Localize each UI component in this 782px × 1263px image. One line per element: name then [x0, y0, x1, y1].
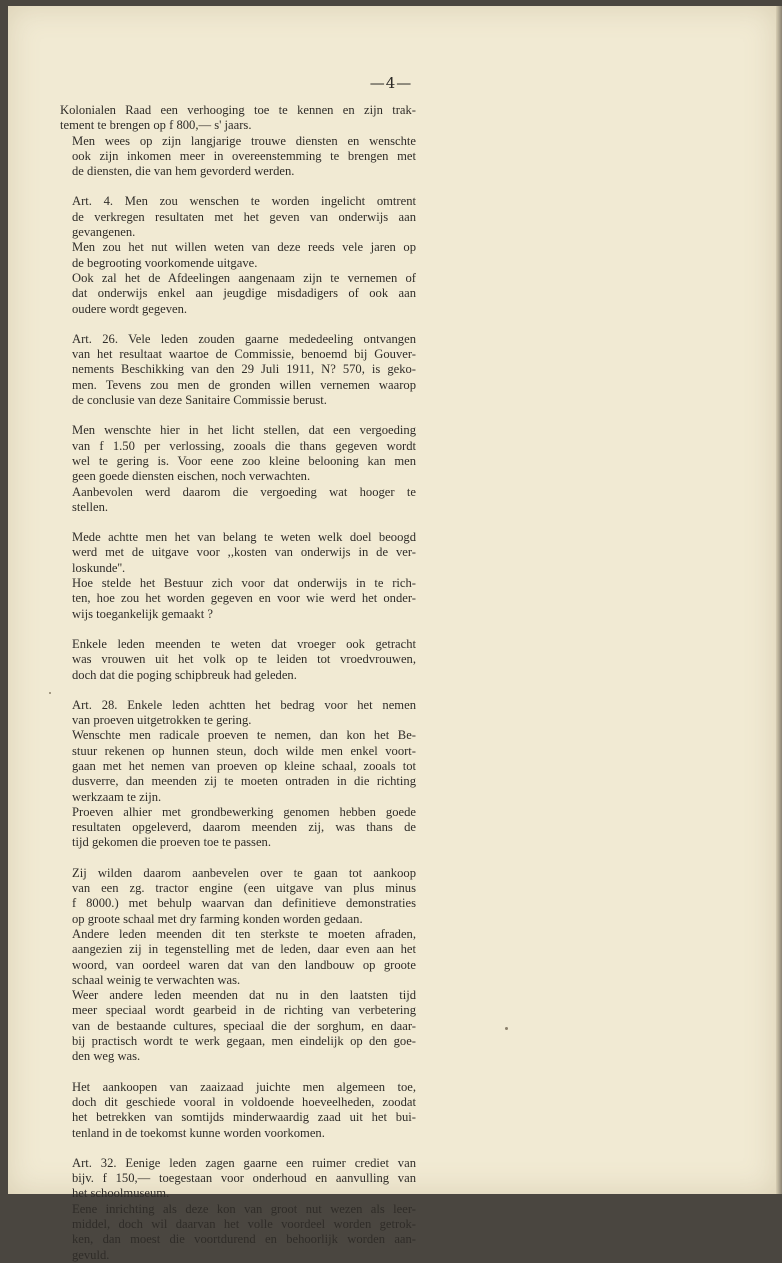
text-line: stuur rekenen op hunnen steun, doch wilde men enkel voort-	[72, 743, 416, 758]
text-line: loskunde''.	[72, 560, 126, 575]
text-line: ten, hoe zou het worden gegeven en voor wie werd het onder-	[72, 591, 416, 606]
paragraph	[60, 698, 416, 729]
text-line: woord, van oordeel waren dat van den landbouw op groote	[72, 957, 416, 972]
text-line: werkzaam te zijn.	[72, 789, 162, 804]
text-line: wijs toegankelijk gemaakt ?	[72, 606, 213, 621]
text-line: bij practisch wordt te werk gegaan, men eindelijk op den goe-	[72, 1034, 416, 1049]
text-line: Men wees op zijn langjarige trouwe diensten en wenschte	[72, 133, 416, 148]
paragraph	[60, 576, 416, 622]
text-line: gaan met het nemen van proeven op kleine schaal, zooals tot	[72, 758, 416, 773]
paragraph	[60, 866, 416, 927]
text-line: het betrekken van somtijds minderwaardig zaad uit het bui-	[72, 1110, 416, 1125]
text-line: de begrooting voorkomende uitgave.	[72, 255, 258, 270]
text-line: middel, doch wil daarvan het volle voordeel worden getrok-	[72, 1217, 416, 1231]
text-line: de conclusie van deze Sanitaire Commissie berust.	[72, 393, 327, 408]
text-line: Weer andere leden meenden dat nu in den laatsten tijd	[72, 988, 416, 1003]
paragraph	[60, 240, 416, 271]
paragraph	[60, 1202, 416, 1263]
text-line: bijv. f 150,— toegestaan voor onderhoud en aanvulling van	[72, 1171, 416, 1186]
text-line: stellen.	[72, 499, 109, 514]
paragraph	[60, 637, 416, 683]
text-line: den weg was.	[72, 1049, 141, 1064]
paragraph	[60, 1080, 416, 1141]
text-line: van proeven uitgetrokken te gering.	[72, 713, 252, 728]
text-line: nements Beschikking van den 29 Juli 1911, N? 570, is geko-	[72, 362, 416, 377]
text-line: doch dit geschiede vooral in voldoende hoeveelheden, zoodat	[72, 1094, 416, 1109]
text-line: op groote schaal met dry farming konden worden gedaan.	[72, 911, 363, 926]
paragraph	[60, 805, 416, 851]
text-line: Proeven alhier met grondbewerking genomen hebben goede	[72, 804, 416, 819]
text-line: Mede achtte men het van belang te weten welk doel beoogd	[72, 530, 416, 545]
text-line: Art. 32. Eenige leden zagen gaarne een ruimer crediet van	[72, 1155, 416, 1170]
page-edge	[776, 6, 782, 1194]
text-line: Art. 4. Men zou wenschen te worden ingelicht omtrent	[72, 194, 416, 209]
paragraph	[60, 988, 416, 1064]
text-line: Men zou het nut willen weten van deze reeds vele jaren op	[72, 240, 416, 255]
text-line: Andere leden meenden dit ten sterkste te moeten afraden,	[72, 926, 416, 941]
paragraph	[60, 530, 416, 576]
text-line: geen goede diensten eischen, noch verwachten.	[72, 469, 311, 484]
text-line: Eene inrichting als deze kon van groot nut wezen als leer-	[72, 1201, 416, 1216]
text-line: Art. 26. Vele leden zouden gaarne mededeeling ontvangen	[72, 331, 416, 346]
paragraph	[60, 1156, 416, 1202]
text-line: Het aankoopen van zaaizaad juichte men algemeen toe,	[72, 1079, 416, 1094]
paragraph	[60, 927, 416, 988]
text-line: van het resultaat waartoe de Commissie, benoemd bij Gouver-	[72, 347, 416, 362]
body-text	[60, 103, 416, 1263]
text-line: resultaten opgeleverd, daarom meenden zij, was thans de	[72, 820, 416, 835]
text-line: het schoolmuseum.	[72, 1186, 170, 1201]
text-line: van de bestaande cultures, speciaal die der sorghum, en daar-	[72, 1018, 416, 1033]
text-line: ook zijn inkomen meer in overeenstemming te brengen met	[72, 148, 416, 163]
paragraph	[60, 103, 416, 134]
text-line: men. Tevens zou men de gronden willen vernemen waarop	[72, 377, 416, 392]
text-line: tenland in de toekomst kunne worden voorkomen.	[72, 1125, 325, 1140]
text-line: werd met de uitgave voor ,,kosten van onderwijs in de ver-	[72, 545, 416, 560]
speck-mark	[505, 1027, 508, 1030]
text-line: tijd gekomen die proeven toe te passen.	[72, 835, 271, 850]
text-line: ken, dan moest die voortdurend en behoorlijk worden aan-	[72, 1232, 416, 1247]
text-line: van f 1.50 per verlossing, zooals die thans gegeven wordt	[72, 438, 416, 453]
text-line: was vrouwen uit het volk op te leiden tot vroedvrouwen,	[72, 652, 416, 667]
text-line: de verkregen resultaten met het geven van onderwijs aan	[72, 209, 416, 224]
text-line: Aanbevolen werd daarom die vergoeding wat hooger te	[72, 484, 416, 499]
text-line: tement te brengen op f 800,— s' jaars.	[60, 118, 252, 133]
text-line: van een zg. tractor engine (een uitgave van plus minus	[72, 881, 416, 896]
paragraph	[60, 194, 416, 240]
paragraph	[60, 728, 416, 804]
text-line: doch dat die poging schipbreuk had geleden.	[72, 667, 297, 682]
text-line: Enkele leden meenden te weten dat vroeger ook getracht	[72, 636, 416, 651]
text-line: dusverre, dan meenden zij te moeten ontraden in die richting	[72, 774, 416, 789]
text-line: gevuld.	[72, 1247, 110, 1262]
text-line: Hoe stelde het Bestuur zich voor dat onderwijs in te rich-	[72, 576, 416, 591]
text-line: oudere wordt gegeven.	[72, 301, 188, 316]
paragraph	[60, 332, 416, 408]
text-line: meer speciaal wordt gearbeid in de richting van verbetering	[72, 1003, 416, 1018]
paragraph	[60, 134, 416, 180]
speck-mark	[49, 692, 51, 694]
text-line: de diensten, die van hem gevorderd werden.	[72, 164, 295, 179]
text-line: aangezien zij in tegenstelling met de leden, daar even aan het	[72, 942, 416, 957]
text-line: Art. 28. Enkele leden achtten het bedrag voor het nemen	[72, 697, 416, 712]
text-line: Zij wilden daarom aanbevelen over te gaan tot aankoop	[72, 865, 416, 880]
page-number: —4—	[369, 74, 413, 92]
text-line: Kolonialen Raad een verhooging toe te kennen en zijn trak-	[60, 103, 416, 117]
text-line: Wenschte men radicale proeven te nemen, dan kon het Be-	[72, 728, 416, 743]
text-line: Men wenschte hier in het licht stellen, dat een vergoeding	[72, 423, 416, 438]
text-line: gevangenen.	[72, 225, 136, 240]
text-line: schaal weinig te verwachten was.	[72, 972, 241, 987]
paragraph	[60, 271, 416, 317]
paragraph	[60, 423, 416, 484]
text-line: f 8000.) met behulp waarvan dan definitieve demonstraties	[72, 896, 416, 911]
text-line: wel te gering is. Voor eene zoo kleine belooning kan men	[72, 453, 416, 468]
paragraph	[60, 485, 416, 516]
text-line: Ook zal het de Afdeelingen aangenaam zijn te vernemen of	[72, 270, 416, 285]
text-line: dat onderwijs enkel aan jeugdige misdadigers of ook aan	[72, 286, 416, 301]
